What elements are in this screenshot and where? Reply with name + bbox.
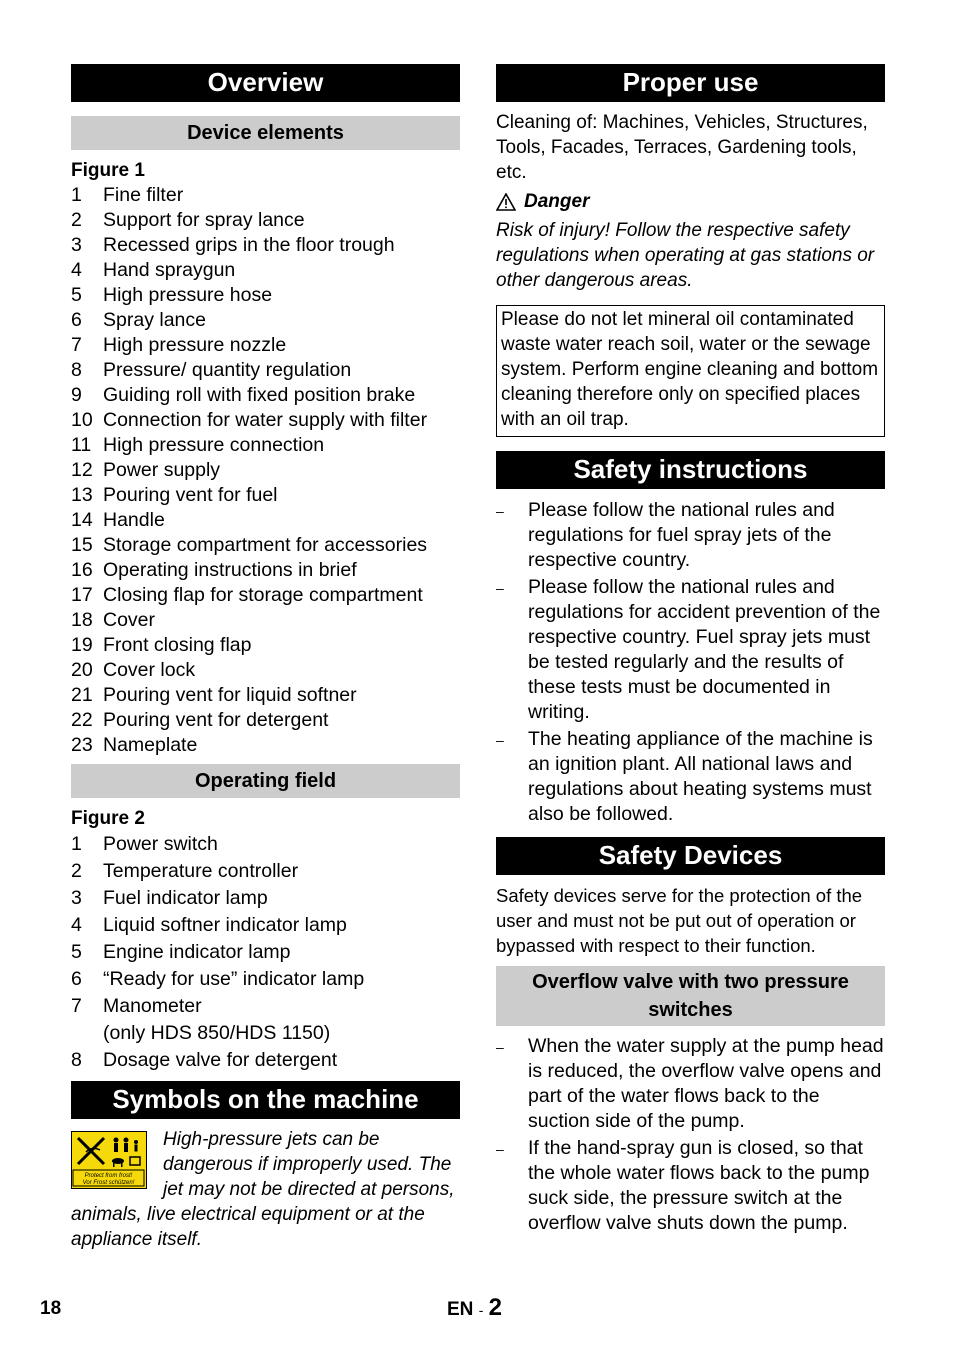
list-item-number: 5 (71, 941, 82, 963)
list-item-text: Recessed grips in the floor trough (103, 234, 395, 256)
list-item-number: 8 (71, 1049, 82, 1071)
figure-1-label: Figure 1 (71, 160, 145, 181)
proper-use-text: Cleaning of: Machines, Vehicles, Structures, Tools, Facades, Terraces, Gardening tools, etc. (496, 112, 868, 183)
warning-pictogram-icon (72, 1132, 145, 1187)
list-item-number: 16 (71, 559, 93, 581)
list-item-text: Engine indicator lamp (103, 941, 291, 963)
list-item-text: High pressure nozzle (103, 334, 287, 356)
list-item (71, 433, 460, 458)
list-item (71, 408, 460, 433)
page-code (447, 1294, 502, 1322)
list-item (71, 508, 460, 533)
list-item-text: Pouring vent for fuel (103, 484, 278, 506)
list-item-number: 4 (71, 914, 82, 936)
list-item-number: 19 (71, 634, 93, 656)
list-item-number: 8 (71, 359, 82, 381)
list-item-text: Fine filter (103, 184, 184, 206)
list-item-number: 7 (71, 995, 82, 1017)
list-item-number: 12 (71, 459, 93, 481)
list-item (71, 183, 460, 208)
safety-devices-text: Safety devices serve for the protection of the user and must not be put out of operation or bypassed with respect to their function. (496, 885, 863, 956)
list-item-text: Pouring vent for detergent (103, 709, 329, 731)
left-column (71, 64, 460, 1252)
warning-triangle-icon (496, 193, 516, 211)
page-sep: - (478, 1302, 484, 1318)
list-item-number: 10 (71, 409, 93, 431)
list-item-text: Handle (103, 509, 165, 531)
list-item-number: 2 (71, 860, 82, 882)
list-item-text: Guiding roll with fixed position brake (103, 384, 416, 406)
list-item-text: Cover (103, 609, 156, 631)
safety-instructions-heading: Safety instructions (496, 451, 885, 489)
list-item-text: Front closing flap (103, 634, 252, 656)
device-elements-list (71, 183, 460, 758)
list-item (71, 458, 460, 483)
list-item-text: Connection for water supply with filter (103, 409, 428, 431)
list-item (71, 358, 460, 383)
list-item (71, 483, 460, 508)
list-item-text: Support for spray lance (103, 209, 305, 231)
list-item (71, 885, 460, 912)
list-item-text: Liquid softner indicator lamp (103, 914, 347, 936)
list-item (71, 233, 460, 258)
list-item-number: 2 (71, 209, 82, 231)
list-item-number: 6 (71, 968, 82, 990)
frost-label-line-1: Protect from frost! (84, 1173, 133, 1179)
dash-bullet-icon: – (496, 1141, 504, 1157)
list-item-number: 1 (71, 833, 82, 855)
list-item-text: Power switch (103, 833, 218, 855)
safety-instructions-list (496, 498, 885, 827)
list-item-number: 3 (71, 234, 82, 256)
list-item-text: Fuel indicator lamp (103, 887, 268, 909)
operating-field-list (71, 831, 460, 1074)
list-item (71, 608, 460, 633)
list-item (71, 533, 460, 558)
dash-bullet-icon: – (496, 1039, 504, 1055)
dash-bullet-icon: – (496, 732, 504, 748)
list-item-text: Please follow the national rules and regulations for accident prevention of the respective country. Fuel spray jets must be tested regularly and the results of these tests must be documented in writing. (528, 576, 881, 723)
symbols-heading: Symbols on the machine (71, 1081, 460, 1119)
device-elements-heading: Device elements (71, 116, 460, 150)
page-number: 18 (40, 1298, 62, 1319)
figure-2-label: Figure 2 (71, 808, 145, 829)
proper-use-heading: Proper use (496, 64, 885, 102)
dash-bullet-icon: – (496, 580, 504, 596)
operating-field-heading: Operating field (71, 764, 460, 798)
right-column (496, 64, 885, 1238)
list-item-text: If the hand-spray gun is closed, so that the whole water flows back to the pump suck side, the pressure switch at the overflow valve shuts down the pump. (528, 1137, 870, 1234)
overview-heading: Overview (71, 64, 460, 102)
list-item (496, 1136, 885, 1236)
list-item (71, 858, 460, 885)
list-item (71, 966, 460, 993)
list-item (71, 733, 460, 758)
list-item-text: The heating appliance of the machine is an ignition plant. All national laws and regulations about heating systems must also be followed. (528, 728, 873, 825)
frost-label-line-2: Vor Frost schützen! (82, 1180, 135, 1186)
list-item-text: Power supply (103, 459, 221, 481)
list-item (71, 258, 460, 283)
page-lang: EN (447, 1299, 474, 1320)
oil-notice-box: Please do not let mineral oil contaminated waste water reach soil, water or the sewage system. Perform engine cleaning and bottom cleaning therefore only on specified places with an oil trap. (496, 305, 885, 437)
list-item (496, 727, 885, 827)
list-item-number: 7 (71, 334, 82, 356)
list-item (496, 1034, 885, 1134)
frost-warning-label-icon (71, 1131, 147, 1189)
list-item-text-line: (only HDS 850/HDS 1150) (103, 1022, 331, 1044)
list-item-number: 17 (71, 584, 93, 606)
list-item-text: Hand spraygun (103, 259, 236, 281)
danger-title (496, 189, 885, 214)
list-item-number: 13 (71, 484, 93, 506)
list-item (71, 1047, 460, 1074)
list-item-number: 14 (71, 509, 93, 531)
list-item (496, 498, 885, 573)
list-item-text: Storage compartment for accessories (103, 534, 428, 556)
list-item (71, 683, 460, 708)
list-item-text: Please follow the national rules and regulations for fuel spray jets of the respective country. (528, 499, 835, 571)
danger-label: Danger (524, 191, 590, 212)
overflow-valve-heading: Overflow valve with two pressure switches (496, 966, 885, 1026)
danger-text: Risk of injury! Follow the respective safety regulations when operating at gas stations or other dangerous areas. (496, 220, 875, 291)
list-item (71, 708, 460, 733)
list-item-number: 9 (71, 384, 82, 406)
list-item-number: 6 (71, 309, 82, 331)
list-item-text: Pressure/ quantity regulation (103, 359, 352, 381)
list-item-text: High pressure connection (103, 434, 325, 456)
list-item-text: Closing flap for storage compartment (103, 584, 423, 606)
list-item (71, 383, 460, 408)
list-item-number: 3 (71, 887, 82, 909)
safety-devices-heading: Safety Devices (496, 837, 885, 875)
list-item (71, 308, 460, 333)
list-item-number: 23 (71, 734, 93, 756)
list-item-number: 21 (71, 684, 93, 706)
list-item-text: Nameplate (103, 734, 198, 756)
list-item-text (103, 993, 330, 1047)
list-item-text: Pouring vent for liquid softner (103, 684, 357, 706)
list-item-text: High pressure hose (103, 284, 273, 306)
page-section: 2 (488, 1294, 502, 1321)
list-item (71, 633, 460, 658)
list-item (71, 283, 460, 308)
list-item (71, 333, 460, 358)
list-item-text: “Ready for use” indicator lamp (103, 968, 365, 990)
list-item (71, 939, 460, 966)
list-item-text: Spray lance (103, 309, 206, 331)
list-item-number: 20 (71, 659, 93, 681)
list-item-number: 5 (71, 284, 82, 306)
list-item (71, 208, 460, 233)
list-item-number: 22 (71, 709, 93, 731)
dash-bullet-icon: – (496, 503, 504, 519)
list-item-text: Operating instructions in brief (103, 559, 357, 581)
list-item-number: 18 (71, 609, 93, 631)
list-item-number: 1 (71, 184, 82, 206)
symbols-warning-text: High-pressure jets can be dangerous if improperly used. The jet may not be directed at persons, animals, live electrical equipment or at the appliance itself. (71, 1129, 455, 1250)
list-item-number: 15 (71, 534, 93, 556)
list-item (496, 575, 885, 725)
list-item-text-line: Manometer (103, 995, 202, 1017)
list-item-text: Temperature controller (103, 860, 299, 882)
list-item-text: Dosage valve for detergent (103, 1049, 338, 1071)
list-item (71, 831, 460, 858)
overflow-valve-list (496, 1034, 885, 1236)
list-item (71, 583, 460, 608)
list-item-text: Cover lock (103, 659, 196, 681)
list-item (71, 993, 460, 1047)
symbols-warning-block (71, 1127, 460, 1252)
list-item (71, 912, 460, 939)
list-item-number: 11 (71, 434, 92, 456)
list-item (71, 658, 460, 683)
list-item-number: 4 (71, 259, 82, 281)
list-item-text: When the water supply at the pump head is reduced, the overflow valve opens and part of the water flows back to the suction side of the pump. (528, 1035, 884, 1132)
list-item (71, 558, 460, 583)
